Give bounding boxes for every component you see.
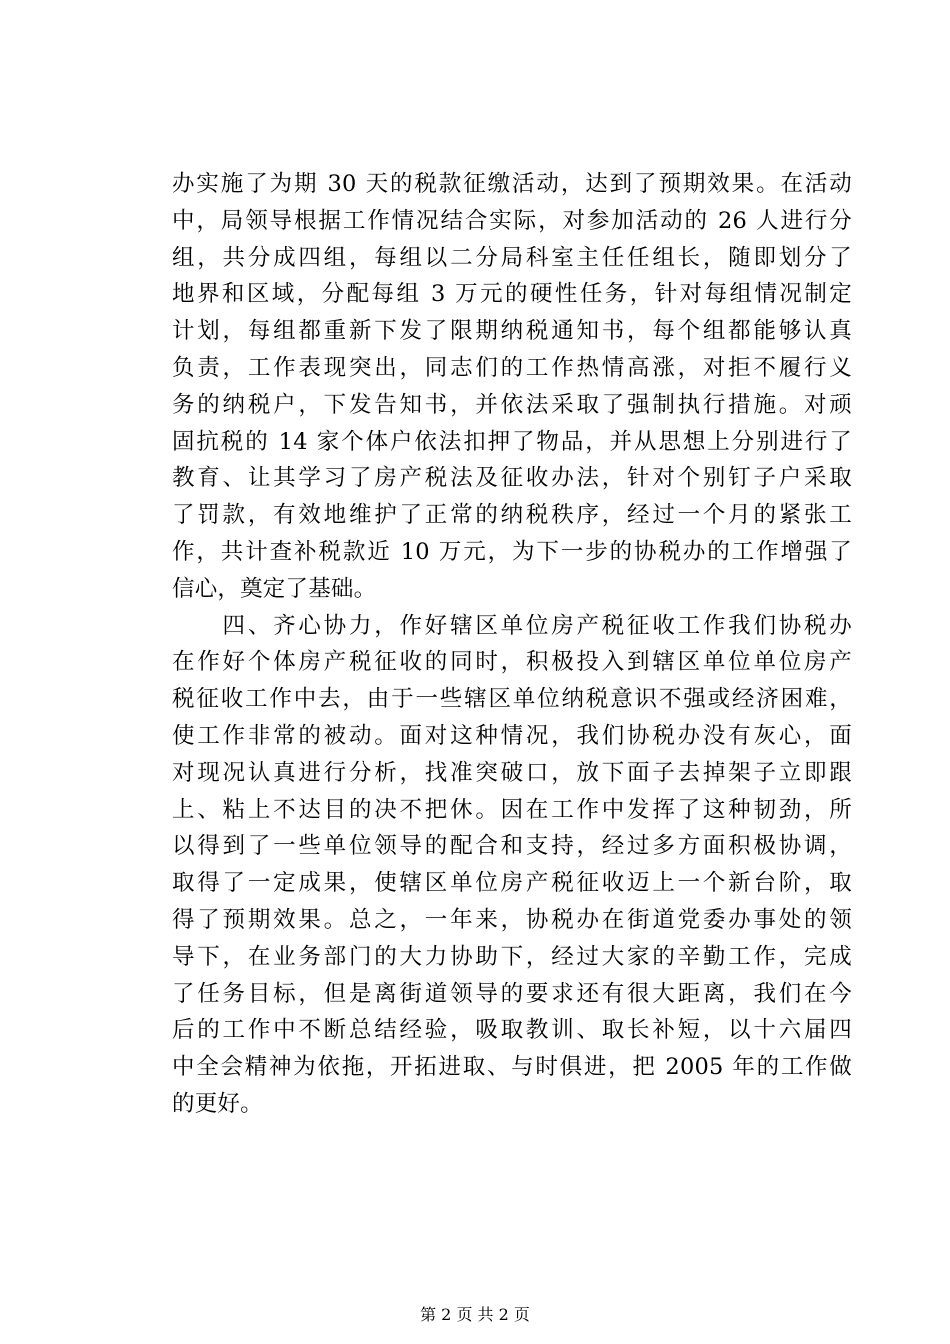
text-line: 了罚款，有效地维护了正常的纳税秩序，经过一个月的紧张工 — [172, 502, 852, 529]
text-line: 固抗税的 14 家个体户依法扣押了物品，并从思想上分别进行了 — [172, 428, 852, 455]
text-line: 以得到了一些单位领导的配合和支持，经过多方面积极协调， — [172, 833, 852, 860]
text-line: 导下，在业务部门的大力协助下，经过大家的辛勤工作，完成 — [172, 943, 852, 970]
text-line: 上、粘上不达目的决不把休。因在工作中发挥了这种韧劲，所 — [172, 796, 852, 823]
text-line: 负责，工作表现突出，同志们的工作热情高涨，对拒不履行义 — [172, 354, 852, 381]
text-line: 地界和区域，分配每组 3 万元的硬性任务，针对每组情况制定 — [172, 281, 852, 308]
text-line: 信心，奠定了基础。 — [172, 575, 377, 602]
text-line: 教育、让其学习了房产税法及征收办法，针对个别钉子户采取 — [172, 465, 852, 492]
text-line: 计划，每组都重新下发了限期纳税通知书，每个组都能够认真 — [172, 318, 852, 345]
paragraph-heading-line: 四、齐心协力，作好辖区单位房产税征收工作我们协税办 — [172, 612, 852, 639]
text-line: 了任务目标，但是离街道领导的要求还有很大距离，我们在今 — [172, 980, 852, 1007]
text-line: 税征收工作中去，由于一些辖区单位纳税意识不强或经济困难， — [172, 686, 852, 713]
text-line: 务的纳税户，下发告知书，并依法采取了强制执行措施。对顽 — [172, 391, 852, 418]
text-line: 中全会精神为依拖，开拓进取、与时俱进，把 2005 年的工作做 — [172, 1054, 852, 1081]
text-line: 办实施了为期 30 天的税款征缴活动，达到了预期效果。在活动 — [172, 171, 852, 197]
text-line: 后的工作中不断总结经验，吸取教训、取长补短，以十六届四 — [172, 1017, 852, 1044]
text-line: 在作好个体房产税征收的同时，积极投入到辖区单位单位房产 — [172, 649, 852, 676]
page-number-footer: 第 2 页 共 2 页 — [420, 1305, 530, 1324]
text-line: 取得了一定成果，使辖区单位房产税征收迈上一个新台阶，取 — [172, 870, 852, 897]
text-line: 中，局领导根据工作情况结合实际，对参加活动的 26 人进行分 — [172, 207, 852, 234]
text-line: 组，共分成四组，每组以二分局科室主任任组长，随即划分了 — [172, 244, 852, 271]
text-line: 使工作非常的被动。面对这种情况，我们协税办没有灰心，面 — [172, 722, 852, 749]
text-line: 得了预期效果。总之，一年来，协税办在街道党委办事处的领 — [172, 906, 852, 933]
text-line: 对现况认真进行分析，找准突破口，放下面子去掉架子立即跟 — [172, 759, 852, 786]
text-line: 作，共计查补税款近 10 万元，为下一步的协税办的工作增强了 — [172, 538, 852, 565]
body-text — [172, 166, 852, 1123]
text-line: 的更好。 — [172, 1090, 263, 1117]
